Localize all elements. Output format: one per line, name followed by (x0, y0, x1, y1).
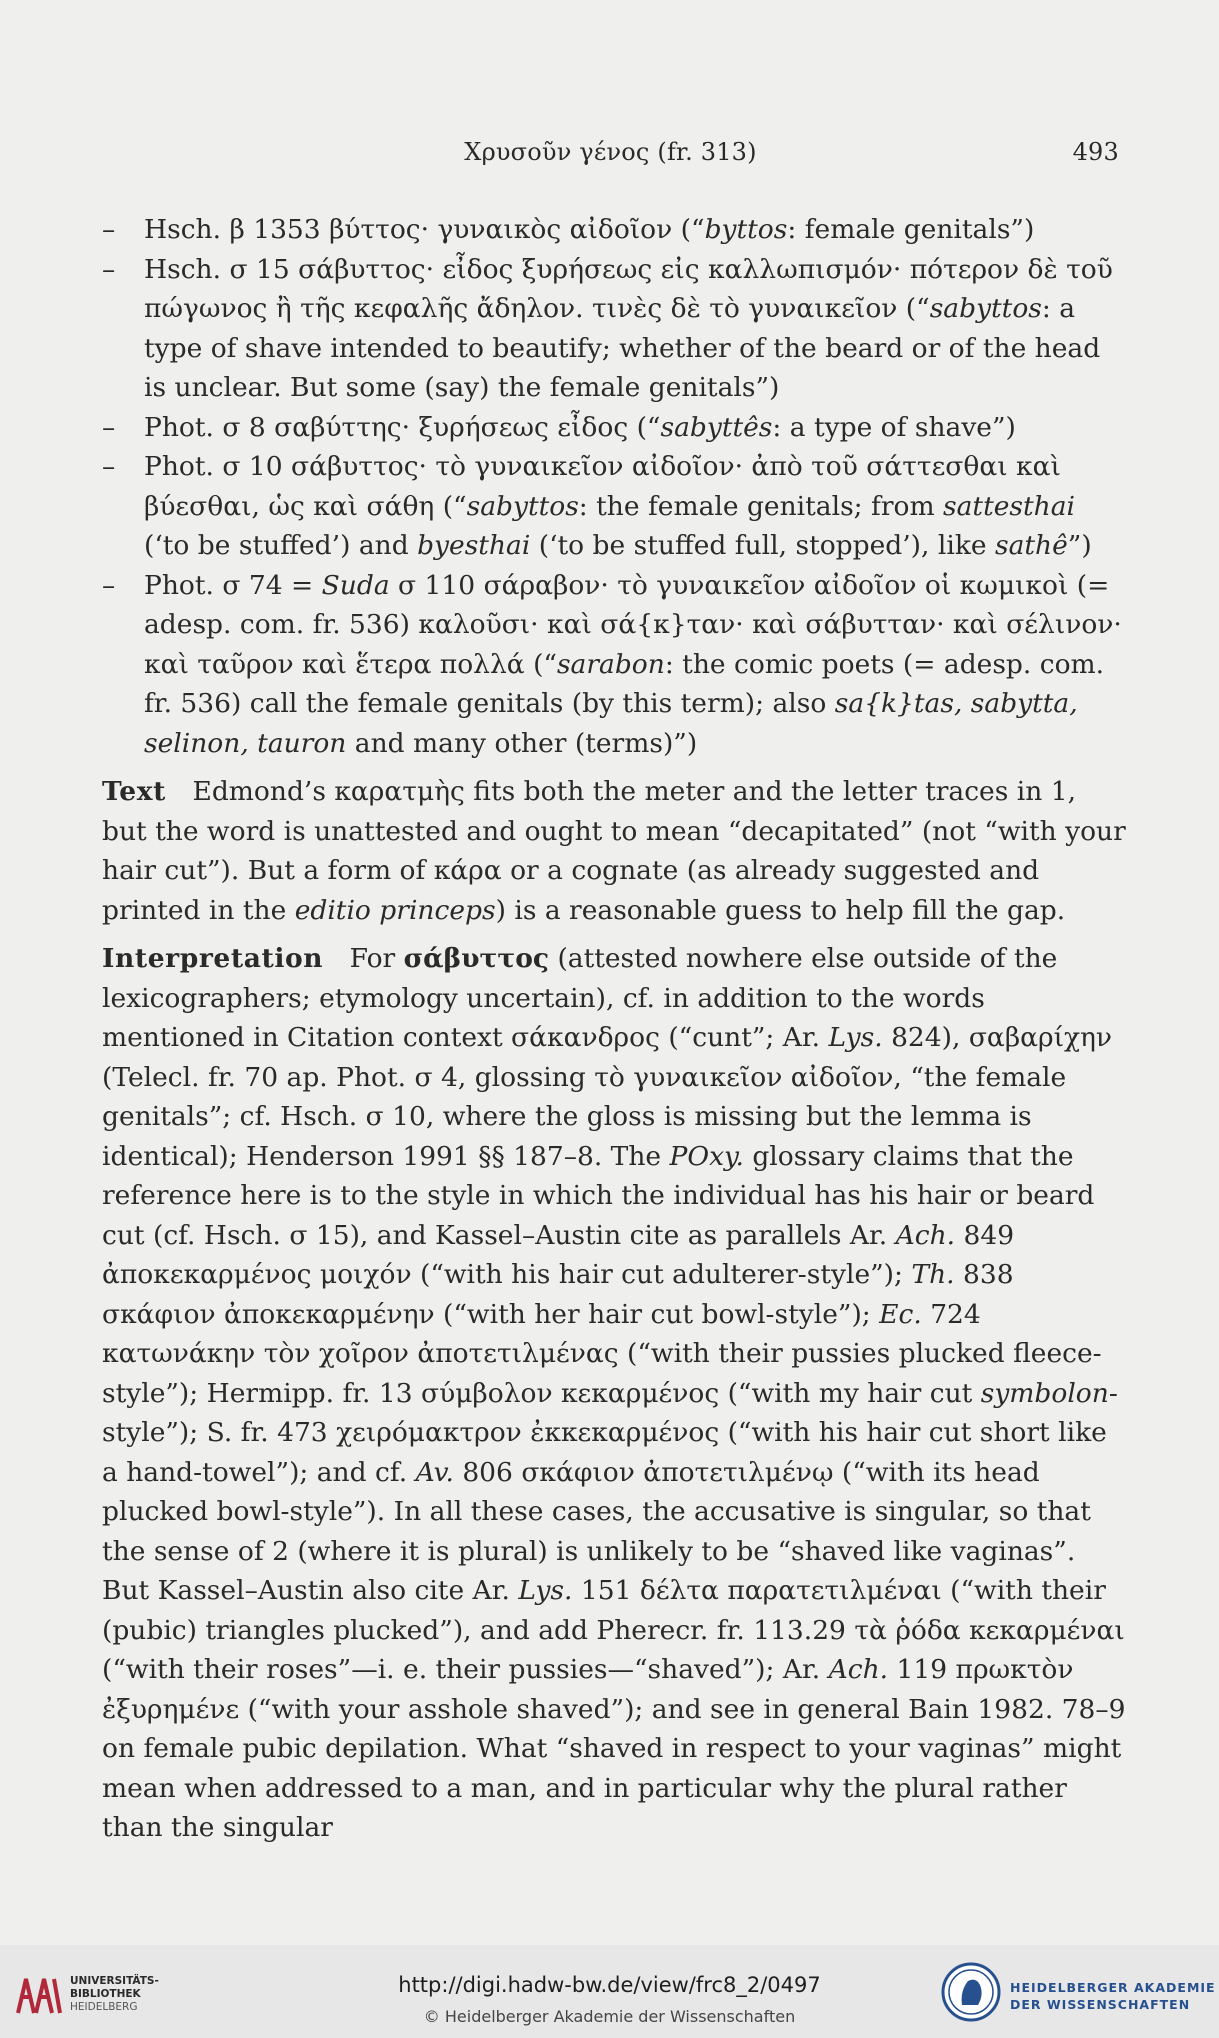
italic-text: Lys. (518, 1575, 573, 1606)
text-run: Phot. σ 8 σαβύττης· ξυρήσεως εἶδος (“ (144, 411, 661, 443)
italic-text: sarabon (556, 648, 665, 680)
list-dash: – (102, 214, 116, 245)
text-run: : female genitals”) (787, 214, 1035, 245)
italic-text: symbolon (980, 1377, 1109, 1409)
text-run: 838 σκάφιον ἀποκεκαρμένην (“with her hair cut bowl-style”); (102, 1259, 1014, 1330)
citation-entry (102, 210, 1128, 250)
text-run: σ 110 σάραβον· τὸ γυναικεῖον αἰδοῖον οἱ κωμικοὶ (= adesp. com. fr. 536) καλοῦσι· καὶ σά{κ}ταν· καὶ σάβυτταν· καὶ σέλινον· καὶ ταῦρον καὶ ἕτερα πολλά (“ (144, 569, 1122, 680)
italic-text: editio princeps (294, 894, 496, 926)
italic-text: sa{k}tas, sabytta, selinon, tauron (144, 688, 1078, 759)
main-text (102, 210, 1128, 1848)
list-dash: – (102, 569, 116, 601)
academy-seal-icon (940, 1961, 1002, 2023)
text-run: and many other (terms)”) (346, 727, 698, 759)
text-run: glossary claims that the reference here is to the style in which the individual has his hair or beard cut (cf. Hsch. σ 15), and Kassel–Austin cite as parallels Ar. (102, 1140, 1095, 1251)
citation-entry (102, 250, 1128, 408)
section-label: Text (102, 776, 166, 807)
italic-text: byttos (704, 214, 788, 245)
list-dash: – (102, 411, 116, 443)
bold-text: σάβυττος (403, 943, 550, 974)
italic-text: Ec. (879, 1298, 922, 1330)
text-run: 724 κατωνάκην τὸν χοῖρον ἀποτετιλμένας (“with their pussies plucked fleece-style”); Hermipp. fr. 13 σύμβολον κεκαρμένος (“with my hair cut (102, 1298, 1102, 1409)
citation-entry (102, 566, 1128, 764)
citation-text (144, 570, 1122, 759)
text-run: For (349, 943, 404, 974)
footer-bar (0, 1945, 1219, 2038)
citation-text (144, 214, 1034, 245)
text-run: : a type of shave intended to beautify; whether of the beard or of the head is unclear. But some (say) the female genitals”) (144, 293, 1101, 403)
text-run: 151 δέλτα παρατετιλμέναι (“with their (pubic) triangles plucked”), and add Pherecr. fr. 113.29 τὰ ῥόδα κεκαρμέναι (“with their roses”—i. e. their pussies—“shaved”); Ar. (102, 1575, 1125, 1685)
citation-list (102, 210, 1128, 763)
italic-text: Suda (321, 569, 390, 601)
text-run: -style”); S. fr. 473 χειρόμακτρον ἐκκεκαρμένος (“with his hair cut short like a hand-towel”); and cf. (102, 1377, 1118, 1488)
text-run: (attested nowhere else outside of the lexicographers; etymology uncertain), cf. in addition to the words mentioned in Citation context σάκανδρος (“cunt”; Ar. (102, 943, 1058, 1053)
text-run: Phot. σ 74 = (144, 569, 322, 601)
citation-text (144, 451, 1092, 561)
text-run: 824), σαβαρίχην (Telecl. fr. 70 ap. Phot. σ 4, glossing τὸ γυναικεῖον αἰδοῖον, “the female genitals”; cf. Hsch. σ 10, where the gloss is missing but the lemma is identical); Henderson 1991 §§ 187–8. The (102, 1022, 1113, 1172)
italic-text: Th. (911, 1259, 955, 1290)
citation-entry (102, 447, 1128, 566)
italic-text: Lys. (828, 1022, 883, 1053)
italic-text: Av. (415, 1456, 454, 1488)
citation-text (144, 254, 1113, 404)
page-number: 493 (1072, 138, 1119, 166)
commentary-paragraph (102, 939, 1128, 1848)
italic-text: sabyttês (660, 411, 773, 443)
text-run: (‘to be stuffed full, stopped’), like (530, 530, 995, 561)
italic-text: Ach. (895, 1219, 956, 1251)
text-run: 849 ἀποκεκαρμένος μοιχόν (“with his hair cut adulterer-style”); (102, 1219, 1015, 1290)
italic-text: byesthai (417, 530, 531, 561)
text-run: ) is a reasonable guess to help fill the gap. (495, 894, 1066, 926)
list-dash: – (102, 253, 116, 285)
text-run: Edmond’s καρατμὴς fits both the meter and the letter traces in 1, but the word is unattested and ought to mean “decapitated” (not “with your hair cut”). But a form of κάρα or a cognate (as already suggested and printed in the (102, 776, 1126, 926)
italic-text: POxy. (669, 1140, 744, 1172)
text-run: : a type of shave”) (772, 411, 1016, 443)
text-run: 119 πρωκτὸν ἐξυρημένε (“with your asshole shaved”); and see in general Bain 1982. 78–9 on female pubic depilation. What “shaved in respect to your vaginas” might mean when addressed to a man, and in particular why the plural rather than the singular (102, 1654, 1126, 1843)
text-run: Phot. σ 10 σάβυττος· τὸ γυναικεῖον αἰδοῖον· ἀπὸ τοῦ σάττεσθαι καὶ βύεσθαι, ὡς καὶ σάθη (“ (144, 451, 1061, 522)
italic-text: sathê (994, 530, 1068, 561)
text-run: Hsch. β 1353 βύττος· γυναικὸς αἰδοῖον (“ (144, 214, 705, 245)
text-run: : the female genitals; from (578, 490, 944, 522)
permalink-url[interactable]: http://digi.hadw-bw.de/view/frc8_2/0497 (398, 1973, 821, 1997)
section-label: Interpretation (102, 943, 324, 974)
copyright-notice: © Heidelberger Akademie der Wissenschaften (423, 2007, 796, 2026)
italic-text: sabyttos (929, 293, 1042, 324)
text-run: : the comic poets (= adesp. com. fr. 536) call the female genitals (by this term); also (144, 648, 1105, 719)
italic-text: sabyttos (466, 490, 579, 522)
italic-text: sattesthai (943, 490, 1076, 522)
italic-text: Ach. (828, 1654, 889, 1685)
commentary-paragraph (102, 772, 1128, 930)
text-run: Hsch. σ 15 σάβυττος· εἶδος ξυρήσεως εἰς καλλωπισμόν· πότερον δὲ τοῦ πώγωνος ἢ τῆς κεφαλῆς ἄδηλον. τινὲς δὲ τὸ γυναικεῖον (“ (144, 253, 1113, 324)
text-run: ”) (1067, 530, 1092, 561)
academy-name: HEIDELBERGER AKADEMIE DER WISSENSCHAFTEN (1010, 1980, 1216, 2012)
list-dash: – (102, 451, 116, 482)
running-head (102, 138, 1119, 174)
text-run: 806 σκάφιον ἀποτετιλμένῳ (“with its head plucked bowl-style”). In all these cases, the accusative is singular, so that the sense of 2 (where it is plural) is unlikely to be “shaved like vaginas”. But Kassel–Austin also cite Ar. (102, 1456, 1091, 1606)
citation-text (144, 412, 1016, 443)
citation-entry (102, 408, 1128, 448)
running-title: Χρυσοῦν γένος (fr. 313) (464, 138, 757, 166)
commentary (102, 772, 1128, 1848)
text-run: (‘to be stuffed’) and (144, 530, 418, 561)
library-name: UNIVERSITÄTS- BIBLIOTHEK HEIDELBERG (70, 1975, 159, 2013)
